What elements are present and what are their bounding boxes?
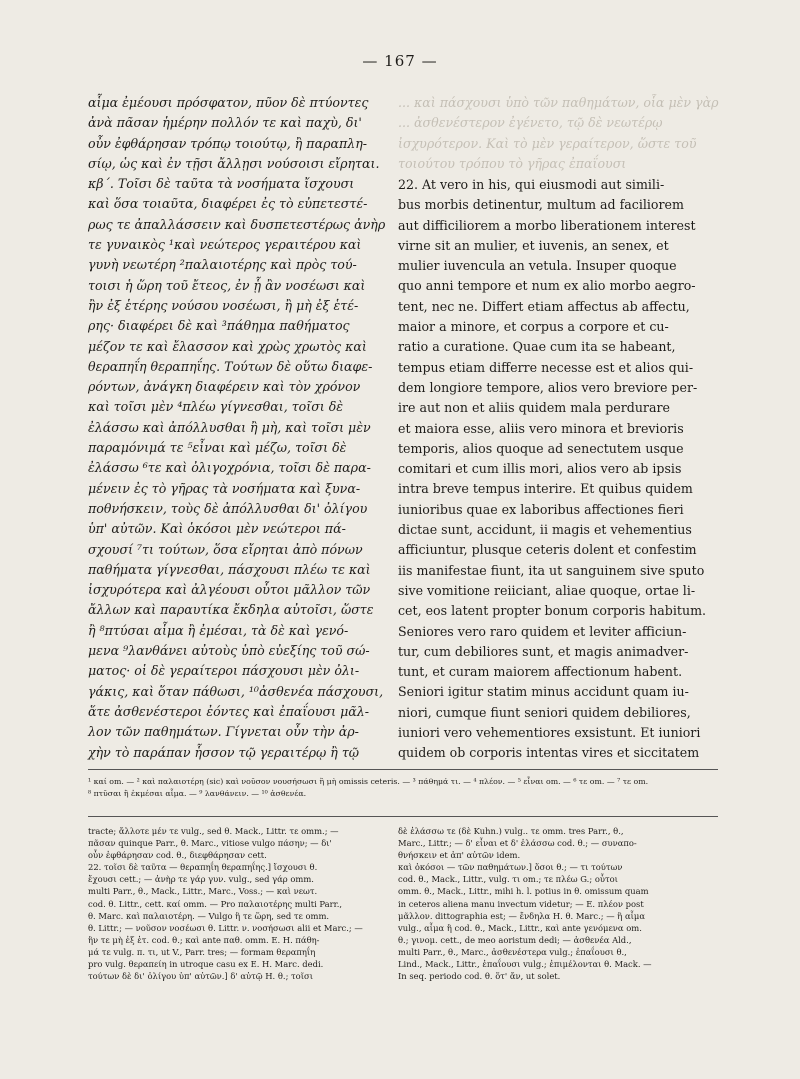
- greek-line: μέζον τε καὶ ἔλασσον καὶ χρὼς χρωτὸς καὶ: [88, 338, 367, 354]
- latin-line: sive vomitione reiiciant, aliae quoque, ortae li-: [398, 582, 696, 598]
- latin-line: iuniori vero vehementiores exsistunt. Et iuniori: [398, 725, 701, 741]
- apparatus-line: δὲ ἐλάσσω τε (δὲ Kuhn.) vulg.. τε omm. tres Parr., θ.,: [398, 826, 624, 836]
- apparatus-line: θ. Littr.; — νοῦσον νοσέωσι θ. Littr. ν. νοσήσωσι alii et Marc.; —: [88, 922, 363, 933]
- apparatus-line: omm. θ., Mack., Littr., mihi h. l. potius in θ. omissum quam: [398, 886, 649, 897]
- greek-line: μενα ⁹λανθάνει αὐτοὺς ὑπὸ εὐεξίης τοῦ σώ-: [88, 643, 370, 659]
- latin-line: intra breve tempus interire. Et quibus quidem: [398, 481, 693, 497]
- latin-translation-column: [398, 175, 718, 765]
- latin-line: dem longiore tempore, alios vero breviore per-: [398, 379, 698, 395]
- greek-line: ἢν ἐξ ἑτέρης νούσου νοσέωσι, ἢ μὴ ἐξ ἑτέ-: [88, 297, 359, 313]
- greek-line: κβ΄. Τοῖσι δὲ ταῦτα τὰ νοσήματα ἴσχουσι: [88, 176, 355, 192]
- latin-line: Seniores vero raro quidem et leviter afficiun-: [398, 623, 687, 639]
- greek-line: σχουσί ⁷τι τούτων, ὅσα εἴρηται ἀπὸ πόνων: [88, 541, 363, 557]
- greek-line: τοισι ἡ ὥρη τοῦ ἔτεος, ἐν ᾗ ἂν νοσέωσι καὶ: [88, 277, 366, 293]
- apparatus-line: multi Parr., θ., Marc., ἀσθενέστερα vulg.; ἐπαΐουσι θ.,: [398, 946, 627, 957]
- apparatus-line: tracte; ἄλλοτε μέν τε vulg., sed θ. Mack., Littr. τε omm.; —: [88, 826, 339, 836]
- greek-line: ἀνὰ πᾶσαν ἡμέρην πολλόν τε καὶ παχὺ, δι': [88, 115, 362, 131]
- apparatus-line: vulg., αἷμα ἢ cod. θ., Mack., Littr., καὶ ante γενόμενα om.: [398, 922, 642, 933]
- latin-line: tent, nec ne. Differt etiam affectus ab affectu,: [398, 298, 690, 314]
- critical-apparatus-right: [398, 825, 698, 1025]
- latin-line: bus morbis detinentur, multum ad faciliorem: [398, 197, 684, 213]
- apparatus-line: καὶ ὁκόσοι — τῶν παθημάτων.] ὅσοι θ.; — τι τούτων: [398, 862, 623, 873]
- bleed-through-text: [398, 93, 719, 171]
- critical-apparatus-left: [88, 825, 388, 1025]
- latin-line: iunioribus quae ex laboribus affectiones fieri: [398, 501, 684, 517]
- greek-line: ἐλάσσω ⁶τε καὶ ὀλιγοχρόνια, τοῖσι δὲ παρα-: [88, 460, 371, 476]
- greek-line: ἄλλων καὶ παραυτίκα ἔκδηλα αὐτοῖσι, ὥστε: [88, 602, 374, 618]
- greek-line: χὴν τὸ παράπαν ἧσσον τῷ γεραιτέρῳ ἢ τῷ: [88, 744, 360, 760]
- apparatus-line: πᾶσαν quinque Parr., θ. Marc., vitiose vulgo πάσην; — δι': [88, 838, 332, 849]
- greek-line: λον τῶν παθημάτων. Γίγνεται οὖν τὴν ἀρ-: [88, 724, 359, 740]
- greek-line: ἅτε ἀσθενέστεροι ἐόντες καὶ ἐπαΐουσι μᾶλ-: [88, 703, 369, 719]
- greek-line: ρόντων, ἀνάγκη διαφέρειν καὶ τὸν χρόνον: [88, 379, 361, 395]
- latin-line: dictae sunt, accidunt, ii magis et vehementius: [398, 522, 692, 538]
- latin-line: afficiuntur, plusque ceteris dolent et confestim: [398, 542, 697, 558]
- latin-line: aut difficiliorem a morbo liberationem interest: [398, 217, 696, 233]
- greek-line: αἷμα ἐμέουσι πρόσφατον, πῦον δὲ πτύοντες: [88, 95, 369, 110]
- latin-line: maior a minore, et corpus a corpore et cu-: [398, 319, 669, 335]
- greek-line: ὑπ' αὐτῶν. Καὶ ὁκόσοι μὲν νεώτεροι πά-: [88, 521, 346, 537]
- footnote-line: ⁸ πτῦσαι ἢ ἐκμέσαι αἷμα. — ⁹ λανθάνειν. — ¹⁰ ἀσθενέα.: [88, 789, 307, 798]
- greek-line: θεραπηΐη θεραπηΐης. Τούτων δὲ οὕτω διαφε-: [88, 358, 373, 374]
- apparatus-line: pro vulg. θεραπείη in utroque casu ex E. H. Marc. dedi.: [88, 959, 324, 970]
- greek-line: ἐλάσσω καὶ ἀπόλλυσθαι ἢ μὴ, καὶ τοῖσι μὲν: [88, 419, 371, 435]
- footnote-divider: [88, 769, 718, 770]
- latin-line: niori, cumque fiunt seniori quidem debiliores,: [398, 704, 691, 720]
- footnote-line: ¹ καί om. — ² καὶ παλαιοτέρη (sic) καὶ νοῦσον νουσήσωσι ἢ μὴ omissis ceteris. — ³ πάθημά τι. — ⁴ πλέον. — ⁵ εἶναι om. — ⁶ τε om. — ⁷ τε om.: [88, 777, 649, 786]
- apparatus-line: μά τε vulg. π. τι, ut V., Parr. tres; — formam θεραπηΐη: [88, 946, 316, 957]
- greek-text-column: [88, 93, 384, 763]
- latin-line: cet, eos latent propter bonum corporis habitum.: [398, 603, 707, 619]
- latin-line: et maiora esse, aliis vero minora et brevioris: [398, 420, 684, 436]
- apparatus-line: multi Parr., θ., Mack., Littr., Marc., Voss.; — καὶ νεωτ.: [88, 886, 318, 897]
- greek-line: καὶ τοῖσι μὲν ⁴πλέω γίγνεσθαι, τοῖσι δὲ: [88, 399, 344, 415]
- ghost-line: τοιούτου τρόπου τὸ γῆρας ἐπαΐουσι: [398, 155, 627, 171]
- greek-line: ἰσχυρότερα καὶ ἀλγέουσι οὗτοι μᾶλλον τῶν: [88, 582, 371, 598]
- apparatus-line: 22. τοῖσι δὲ ταῦτα — θεραπηΐη θεραπηΐης.] ἴσχουσι θ.: [88, 862, 318, 873]
- apparatus-divider: [88, 816, 718, 817]
- greek-line: ρης· διαφέρει δὲ καὶ ³πάθημα παθήματος: [88, 318, 350, 334]
- apparatus-line: In seq. periodo cod. θ. ὅτ' ἄν, ut solet.: [398, 971, 561, 982]
- apparatus-line: Marc., Littr.; — δ' εἶναι et δ' ἐλάσσω cod. θ.; — συναπο-: [398, 838, 637, 849]
- latin-line: tur, cum debiliores sunt, et magis animadver-: [398, 643, 689, 659]
- greek-line: τε γυναικὸς ¹καὶ νεώτερος γεραιτέρου καὶ: [88, 237, 362, 253]
- apparatus-line: ἢν τε μὴ ἐξ ἑτ. cod. θ.; καὶ ante παθ. omm. E. H. πάθη-: [88, 934, 320, 945]
- latin-line: iis manifestae fiunt, ita ut sanguinem sive sputo: [398, 562, 705, 578]
- apparatus-line: μᾶλλον. dittographia est; — ἔνδηλα H. θ. Marc.; — ἢ αἷμα: [398, 910, 646, 921]
- apparatus-line: cod. θ., Mack., Littr., vulg. τι om.; τε πλέω G.; οὗτοι: [398, 874, 618, 885]
- latin-line: ire aut non et aliis quidem mala perdurare: [398, 400, 670, 416]
- apparatus-line: θ. Marc. καὶ παλαιοτέρη. — Vulgo ἢ τε ὥρη, sed τε omm.: [88, 910, 330, 921]
- latin-line: tempus etiam differre necesse est et alios qui-: [398, 359, 694, 375]
- ghost-line: ἰσχυρότερον. Καὶ τὸ μὲν γεραίτερον, ὥστε τοῦ: [398, 135, 697, 151]
- apparatus-line: ἔχουσι cett.; — ἀνὴρ τε γάρ γυν. vulg., sed γάρ omm.: [88, 874, 314, 885]
- greek-line: ἢ ⁸πτύσαι αἷμα ἢ ἐμέσαι, τὰ δὲ καὶ γενό-: [88, 622, 349, 638]
- latin-line: quo anni tempore et num ex alio morbo aegro-: [398, 278, 696, 294]
- greek-line: γάκις, καὶ ὅταν πάθωσι, ¹⁰ἀσθενέα πάσχουσι,: [88, 683, 384, 699]
- apparatus-line: τούτων δὲ δι' ὀλίγου ὑπ' αὐτῶν.] δ' αὐτῷ H. θ.; τοῖσι: [88, 971, 314, 982]
- apparatus-line: θνήσκειν et ἀπ' αὐτῶν idem.: [398, 850, 521, 861]
- latin-line: mulier iuvencula an vetula. Insuper quoque: [398, 258, 677, 274]
- footnotes: [88, 776, 728, 812]
- latin-line: Seniori igitur statim minus accidunt quam iu-: [398, 684, 689, 700]
- greek-line: μένειν ἐς τὸ γῆρας τὰ νοσήματα καὶ ξυνα-: [88, 480, 361, 496]
- greek-line: ματος· οἱ δὲ γεραίτεροι πάσχουσι μὲν ὀλι-: [88, 663, 360, 679]
- latin-line: comitari et cum illis mori, alios vero ab ipsis: [398, 461, 682, 477]
- latin-line: 22. At vero in his, qui eiusmodi aut simili-: [398, 177, 665, 192]
- greek-line: παθήματα γίγνεσθαι, πάσχουσι πλέω τε καὶ: [88, 561, 371, 577]
- greek-line: γυνὴ νεωτέρη ²παλαιοτέρης καὶ πρὸς τού-: [88, 257, 357, 273]
- apparatus-line: θ.; γινομ. cett., de meo aoristum dedi; — ἀσθενέα Ald.,: [398, 934, 632, 945]
- ghost-line: ... ἀσθενέστερον ἐγένετο, τῷ δὲ νεωτέρῳ: [398, 115, 663, 131]
- latin-line: temporis, alios quoque ad senectutem usque: [398, 440, 684, 456]
- apparatus-line: in ceteros aliena manu invectum videtur; — E. πλέον post: [398, 898, 644, 909]
- greek-line: ποθνήσκειν, τοὺς δὲ ἀπόλλυσθαι δι' ὀλίγου: [88, 500, 368, 516]
- latin-line: tunt, et curam maiorem affectionum habent.: [398, 664, 683, 680]
- latin-line: ratio a curatione. Quae cum ita se habeant,: [398, 339, 676, 355]
- greek-line: καὶ ὅσα τοιαῦτα, διαφέρει ἐς τὸ εὐπετεστέ-: [88, 196, 368, 212]
- apparatus-line: cod. θ. Littr., cett. καί omm. — Pro παλαιοτέρης multi Parr.,: [88, 898, 343, 909]
- greek-line: σίῳ, ὡς καὶ ἐν τῇσι ἄλλῃσι νούσοισι εἴρηται.: [88, 155, 380, 171]
- latin-line: virne sit an mulier, et iuvenis, an senex, et: [398, 237, 669, 253]
- ghost-line: ... καὶ πάσχουσι ὑπὸ τῶν παθημάτων, οἷα μὲν γὰρ: [398, 95, 719, 110]
- latin-line: quidem ob corporis intentas vires et siccitatem: [398, 745, 700, 761]
- greek-line: ρως τε ἀπαλλάσσειν καὶ δυσπετεστέρως ἀνὴρ: [88, 216, 386, 232]
- greek-line: παραμόνιμά τε ⁵εἶναι καὶ μέζω, τοῖσι δὲ: [88, 440, 347, 456]
- greek-line: οὖν ἐφθάρησαν τρόπῳ τοιούτῳ, ἢ παραπλη-: [88, 135, 368, 151]
- apparatus-line: οὖν ἐφθάρησαν cod. θ., διεφθάρησαν cett.: [88, 850, 267, 861]
- apparatus-line: Lind., Mack., Littr., ἐπαΐουσι vulg.; ἐπιμέλονται θ. Mack. —: [398, 959, 652, 970]
- page-number: — 167 —: [362, 52, 438, 70]
